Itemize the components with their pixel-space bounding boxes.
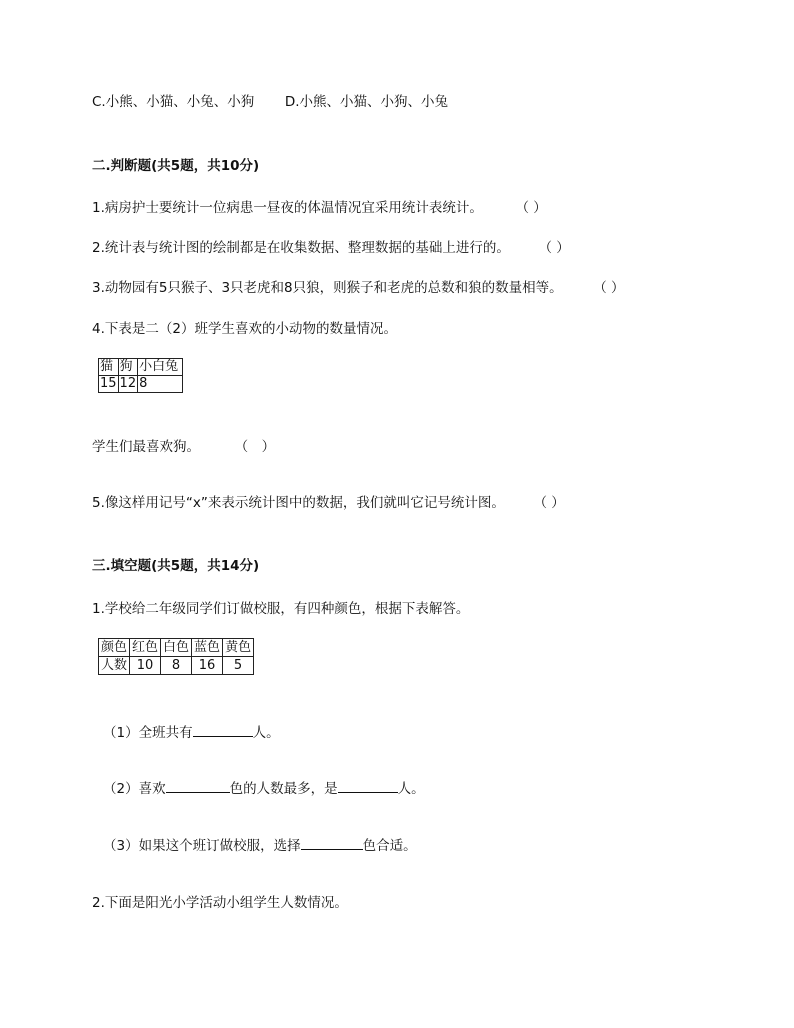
sub1-text-b: 人。	[252, 725, 280, 741]
s2-question-3	[92, 279, 625, 297]
s2-q1-answer-paren: （ ）	[515, 200, 547, 216]
s2-q2-text: 2.统计表与统计图的绘制都是在收集数据、整理数据的基础上进行的。	[92, 240, 510, 256]
s3-q1-sub-1	[103, 722, 280, 742]
animal-table-cell: 15	[100, 376, 117, 391]
animal-table-header-row	[99, 359, 183, 376]
s3-q1-sub-2	[103, 778, 425, 798]
s2-question-4: 4.下表是二（2）班学生喜欢的小动物的数量情况。	[92, 321, 397, 337]
uniform-table-cell: 颜色	[99, 639, 130, 657]
s2-q5-text: 5.像这样用记号“x”来表示统计图中的数据，我们就叫它记号统计图。	[92, 495, 505, 511]
section2-heading: 二.判断题(共5题，共10分)	[92, 158, 260, 174]
answer-blank[interactable]	[301, 835, 363, 850]
animal-table-header: 小白兔	[138, 359, 183, 376]
uniform-table-cell: 白色	[161, 639, 192, 657]
s2-question-2	[92, 239, 570, 257]
s2-q4-statement	[92, 438, 275, 456]
uniform-table-cell: 5	[223, 657, 254, 675]
s2-q1-text: 1.病房护士要统计一位病患一昼夜的体温情况宜采用统计表统计。	[92, 200, 483, 216]
sub2-text-b: 色的人数最多，是	[229, 781, 338, 797]
s2-q4-statement-text: 学生们最喜欢狗。	[92, 439, 200, 455]
uniform-table-cell: 8	[161, 657, 192, 675]
animal-table-header: 狗	[118, 359, 138, 376]
s3-question-1: 1.学校给二年级同学们订做校服，有四种颜色，根据下表解答。	[92, 601, 470, 617]
animal-table-cell: 12	[119, 376, 137, 391]
answer-blank[interactable]	[166, 778, 230, 793]
uniform-color-table	[98, 638, 254, 675]
sub2-text-c: 人。	[397, 781, 425, 797]
options-line	[92, 93, 448, 111]
section3-heading: 三.填空题(共5题，共14分)	[92, 558, 260, 574]
uniform-table-cell: 10	[130, 657, 161, 675]
option-d: D.小熊、小猫、小狗、小兔	[284, 94, 448, 110]
s2-q3-text: 3.动物园有5只猴子、3只老虎和8只狼，则猴子和老虎的总数和狼的数量相等。	[92, 280, 563, 296]
uniform-table-cell: 人数	[99, 657, 130, 675]
s3-question-2: 2.下面是阳光小学活动小组学生人数情况。	[92, 895, 348, 911]
sub1-text-a: （1）全班共有	[103, 725, 193, 741]
sub3-text-b: 色合适。	[362, 838, 417, 854]
uniform-table-row	[99, 657, 254, 675]
s2-question-5	[92, 494, 565, 512]
sub3-text-a: （3）如果这个班订做校服，选择	[103, 838, 301, 854]
animal-table-header: 猫	[99, 359, 119, 376]
uniform-table-cell: 16	[192, 657, 223, 675]
uniform-table-cell: 红色	[130, 639, 161, 657]
answer-blank[interactable]	[193, 722, 253, 737]
animal-table-value-row	[99, 376, 183, 393]
uniform-table-row	[99, 639, 254, 657]
s2-question-1	[92, 199, 547, 217]
s3-q1-sub-3	[103, 835, 417, 855]
s2-q4-answer-paren: （ ）	[234, 439, 276, 455]
animal-table	[98, 358, 183, 393]
uniform-table-cell: 蓝色	[192, 639, 223, 657]
s2-q5-answer-paren: （ ）	[533, 495, 565, 511]
animal-table-cell: 8	[138, 376, 183, 393]
answer-blank[interactable]	[338, 778, 398, 793]
s2-q2-answer-paren: （ ）	[538, 240, 570, 256]
uniform-table-cell: 黄色	[223, 639, 254, 657]
s2-q3-answer-paren: （ ）	[593, 280, 625, 296]
option-c: C.小熊、小猫、小兔、小狗	[92, 94, 255, 110]
sub2-text-a: （2）喜欢	[103, 781, 166, 797]
